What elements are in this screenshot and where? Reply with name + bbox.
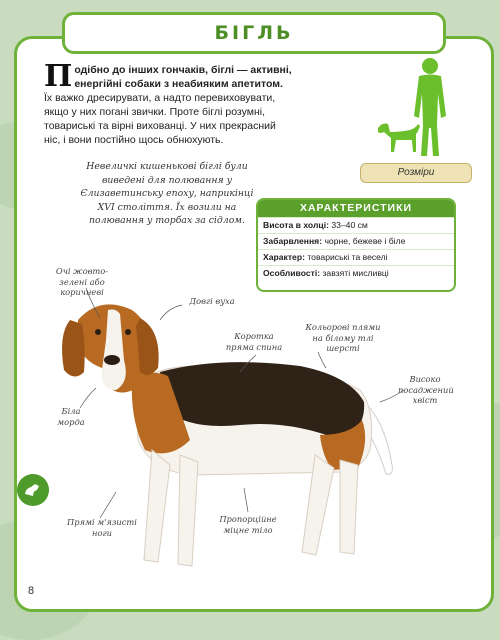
characteristic-row: Особливості: завзяті мисливці xyxy=(258,265,454,281)
page-number: 8 xyxy=(28,585,35,597)
page-title: БІГЛЬ xyxy=(214,22,294,44)
callout-body: Пропорційне міцне тіло xyxy=(219,514,277,535)
callout-eyes: Очі жовто-зелені або коричневі xyxy=(55,266,109,297)
callout-spots: Кольорові плями на білому тлі шерсті xyxy=(305,322,381,353)
callout-ears: Довгі вуха xyxy=(189,296,235,306)
characteristics-heading: ХАРАКТЕРИСТИКИ xyxy=(258,200,454,217)
callout-back: Коротка пряма спина xyxy=(225,331,283,352)
callout-tail: Високо посаджений хвіст xyxy=(398,374,454,405)
title-tab xyxy=(62,12,446,54)
intro-lead: одібно до інших гончаків, біглі — активні, енергійні собаки з неабияким апетитом. xyxy=(74,64,292,90)
callout-legs: Прямі м'язисті ноги xyxy=(67,517,137,538)
characteristic-row: Висота в холці: 33–40 см xyxy=(258,217,454,233)
characteristic-row: Забарвлення: чорне, бежеве і біле xyxy=(258,233,454,249)
intro-body: Їх важко дресирувати, а надто перевиховувати, якщо у них погані звички. Проте біглі розумні, товариські та вірні вихованці. У них прекрасний ніс, і вони постійно щось обнюхують. xyxy=(44,92,276,146)
beagle-silhouette-icon xyxy=(378,124,420,153)
characteristics-box xyxy=(256,198,456,292)
intro-paragraph xyxy=(44,59,294,147)
characteristic-row: Характер: товариські та веселі xyxy=(258,249,454,265)
handwritten-note: Невеличкі кишенькові біглі були виведені для полювання у Єлизаветинську епоху, наприкінці XVI століття. Їх возили на полювання у торбах за сідлом. xyxy=(80,161,254,226)
human-silhouette-icon xyxy=(414,58,446,156)
section-badge-icon xyxy=(17,474,49,506)
sizes-label: Розміри xyxy=(360,163,472,183)
drop-cap: П xyxy=(44,59,73,94)
callout-muzzle: Біла морда xyxy=(57,406,85,427)
